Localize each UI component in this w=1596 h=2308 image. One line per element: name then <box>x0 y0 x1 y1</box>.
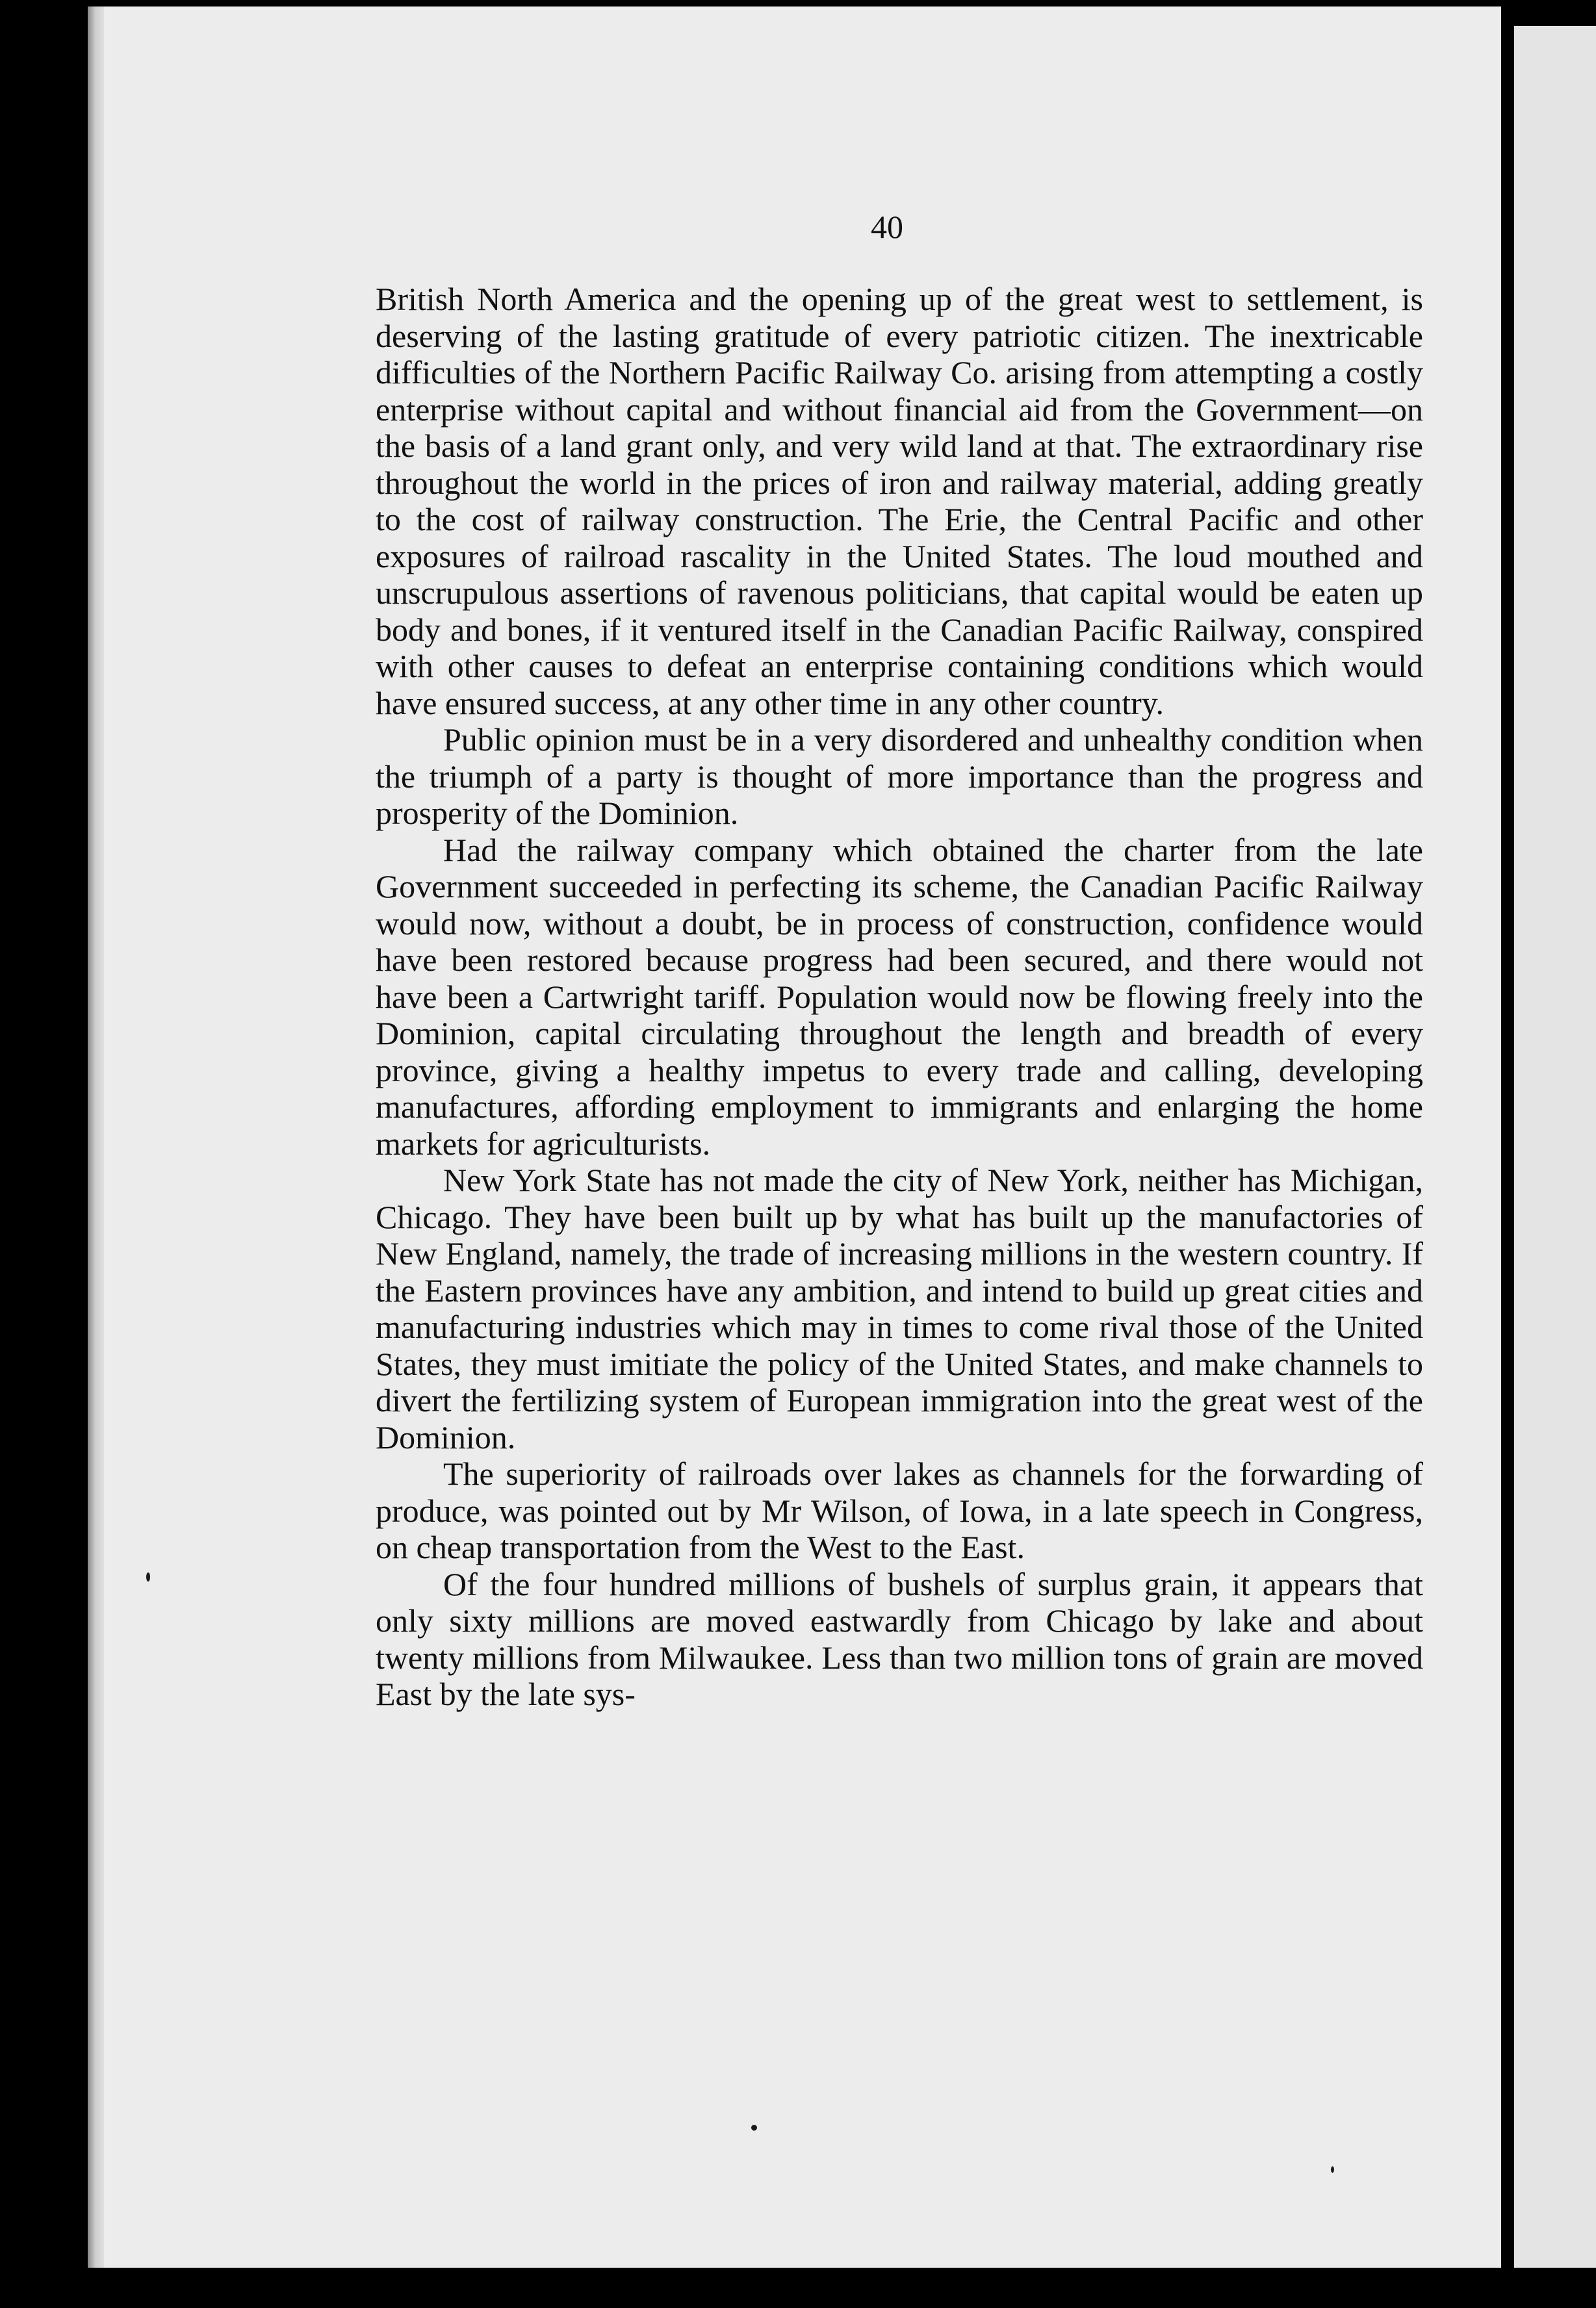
ink-speck <box>1331 2166 1334 2173</box>
paragraph-3: Had the railway company which obtained the charter from the late Government succeeded in perfecting its scheme, the Canadian Pacific Railway would now, without a doubt, be in process of construction, confidence would have been restored because progress had been secured, and there would not have been a Cartwright tariff. Population would now be flowing freely into the Dominion, capital circulating throughout the length and breadth of every province, giving a healthy impetus to every trade and calling, developing manufactures, affording employment to immigrants and enlarging the home markets for agriculturists. <box>376 831 1423 1162</box>
paragraph-6: Of the four hundred millions of bushels of surplus grain, it appears that only sixty millions are moved eastwardly from Chicago by lake and about twenty millions from Milwaukee. Less than two million tons of grain are moved East by the late sys- <box>376 1565 1423 1712</box>
paragraph-1: British North America and the opening up of the great west to settlement, is deserving of the lasting gratitude of every patriotic citizen. The inextricable difficulties of the Northern Pacific Railway Co. arising from attempting a costly enterprise without capital and without financial aid from the Government—on the basis of a land grant only, and very wild land at that. The extraordinary rise throughout the world in the prices of iron and railway material, adding greatly to the cost of railway construction. The Erie, the Central Pacific and other exposures of railroad rascality in the United States. The loud mouthed and unscrupulous assertions of ravenous politicians, that capital would be eaten up body and bones, if it ventured itself in the Canadian Pacific Railway, conspired with other causes to defeat an enterprise containing conditions which would have ensured success, at any other time in any other country. <box>376 281 1423 721</box>
ink-speck <box>146 1572 150 1582</box>
paragraph-2: Public opinion must be in a very disordered and unhealthy condition when the triumph of a party is thought of more importance than the progress and prosperity of the Dominion. <box>376 721 1423 831</box>
body-text <box>376 281 1423 1713</box>
adjacent-page-edge <box>1514 26 1596 2268</box>
paragraph-4: New York State has not made the city of New York, neither has Michigan, Chicago. They have been built up by what has built up the manufactories of New England, namely, the trade of increasing millions in the western country. If the Eastern provinces have any ambition, and intend to build up great cities and manufacturing industries which may in times to come rival those of the United States, they must imitiate the policy of the United States, and make channels to divert the fertilizing system of European immigration into the great west of the Dominion. <box>376 1162 1423 1455</box>
page-number: 40 <box>871 209 903 245</box>
ink-speck <box>751 2125 757 2131</box>
paragraph-5: The superiority of railroads over lakes as channels for the forwarding of produce, was pointed out by Mr Wilson, of Iowa, in a late speech in Congress, on cheap transportation from the West to the East. <box>376 1455 1423 1565</box>
